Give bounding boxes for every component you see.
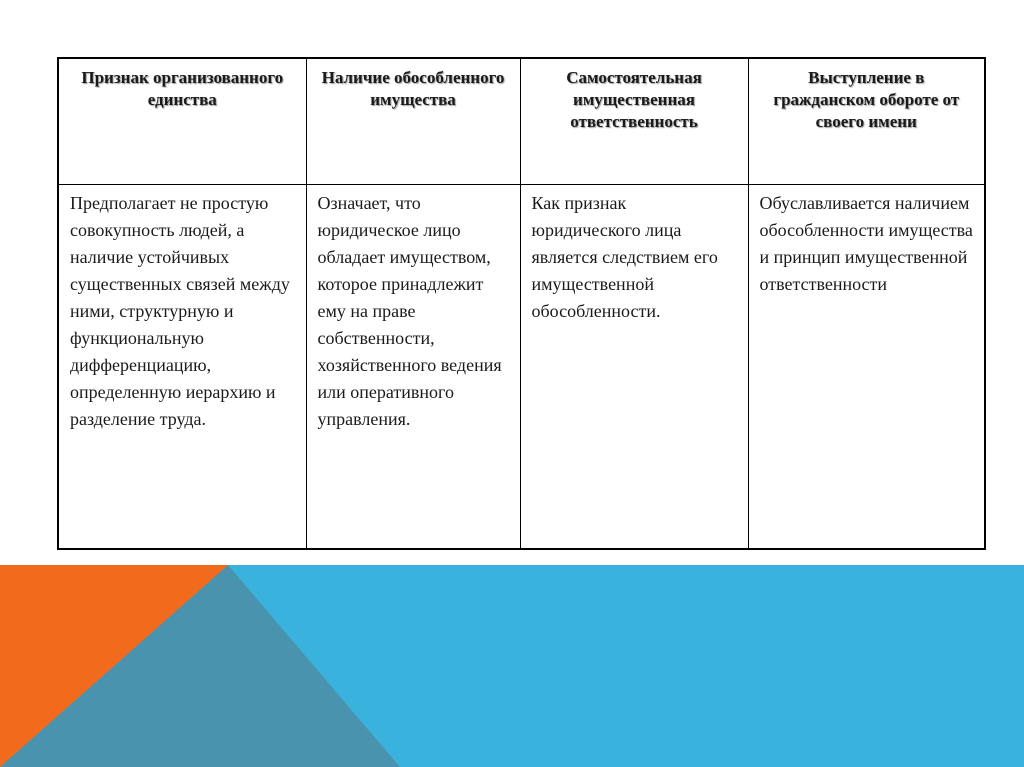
header-cell-organized-unity: Признак организованного единства bbox=[58, 58, 306, 185]
body-cell-independent-liability: Как признак юридического лица является следствием его имущественной обособленности. bbox=[520, 185, 748, 550]
table-body-row bbox=[58, 185, 985, 550]
table-header-row bbox=[58, 58, 985, 185]
body-cell-civil-circulation: Обуславливается наличием обособленности имущества и принцип имущественной ответственности bbox=[748, 185, 985, 550]
header-cell-civil-circulation: Выступление в гражданском обороте от своего имени bbox=[748, 58, 985, 185]
decorative-footer-shapes bbox=[0, 565, 1024, 767]
body-cell-organized-unity: Предполагает не простую совокупность людей, а наличие устойчивых существенных связей между ними, структурную и функциональную дифференциацию, определенную иерархию и разделение труда. bbox=[58, 185, 306, 550]
top-strip bbox=[0, 0, 1024, 8]
features-table bbox=[57, 57, 986, 550]
body-cell-separate-property: Означает, что юридическое лицо обладает имуществом, которое принадлежит ему на праве собственности, хозяйственного ведения или оперативного управления. bbox=[306, 185, 520, 550]
header-cell-separate-property: Наличие обособленного имущества bbox=[306, 58, 520, 185]
header-cell-independent-liability: Самостоятельная имущественная ответственность bbox=[520, 58, 748, 185]
